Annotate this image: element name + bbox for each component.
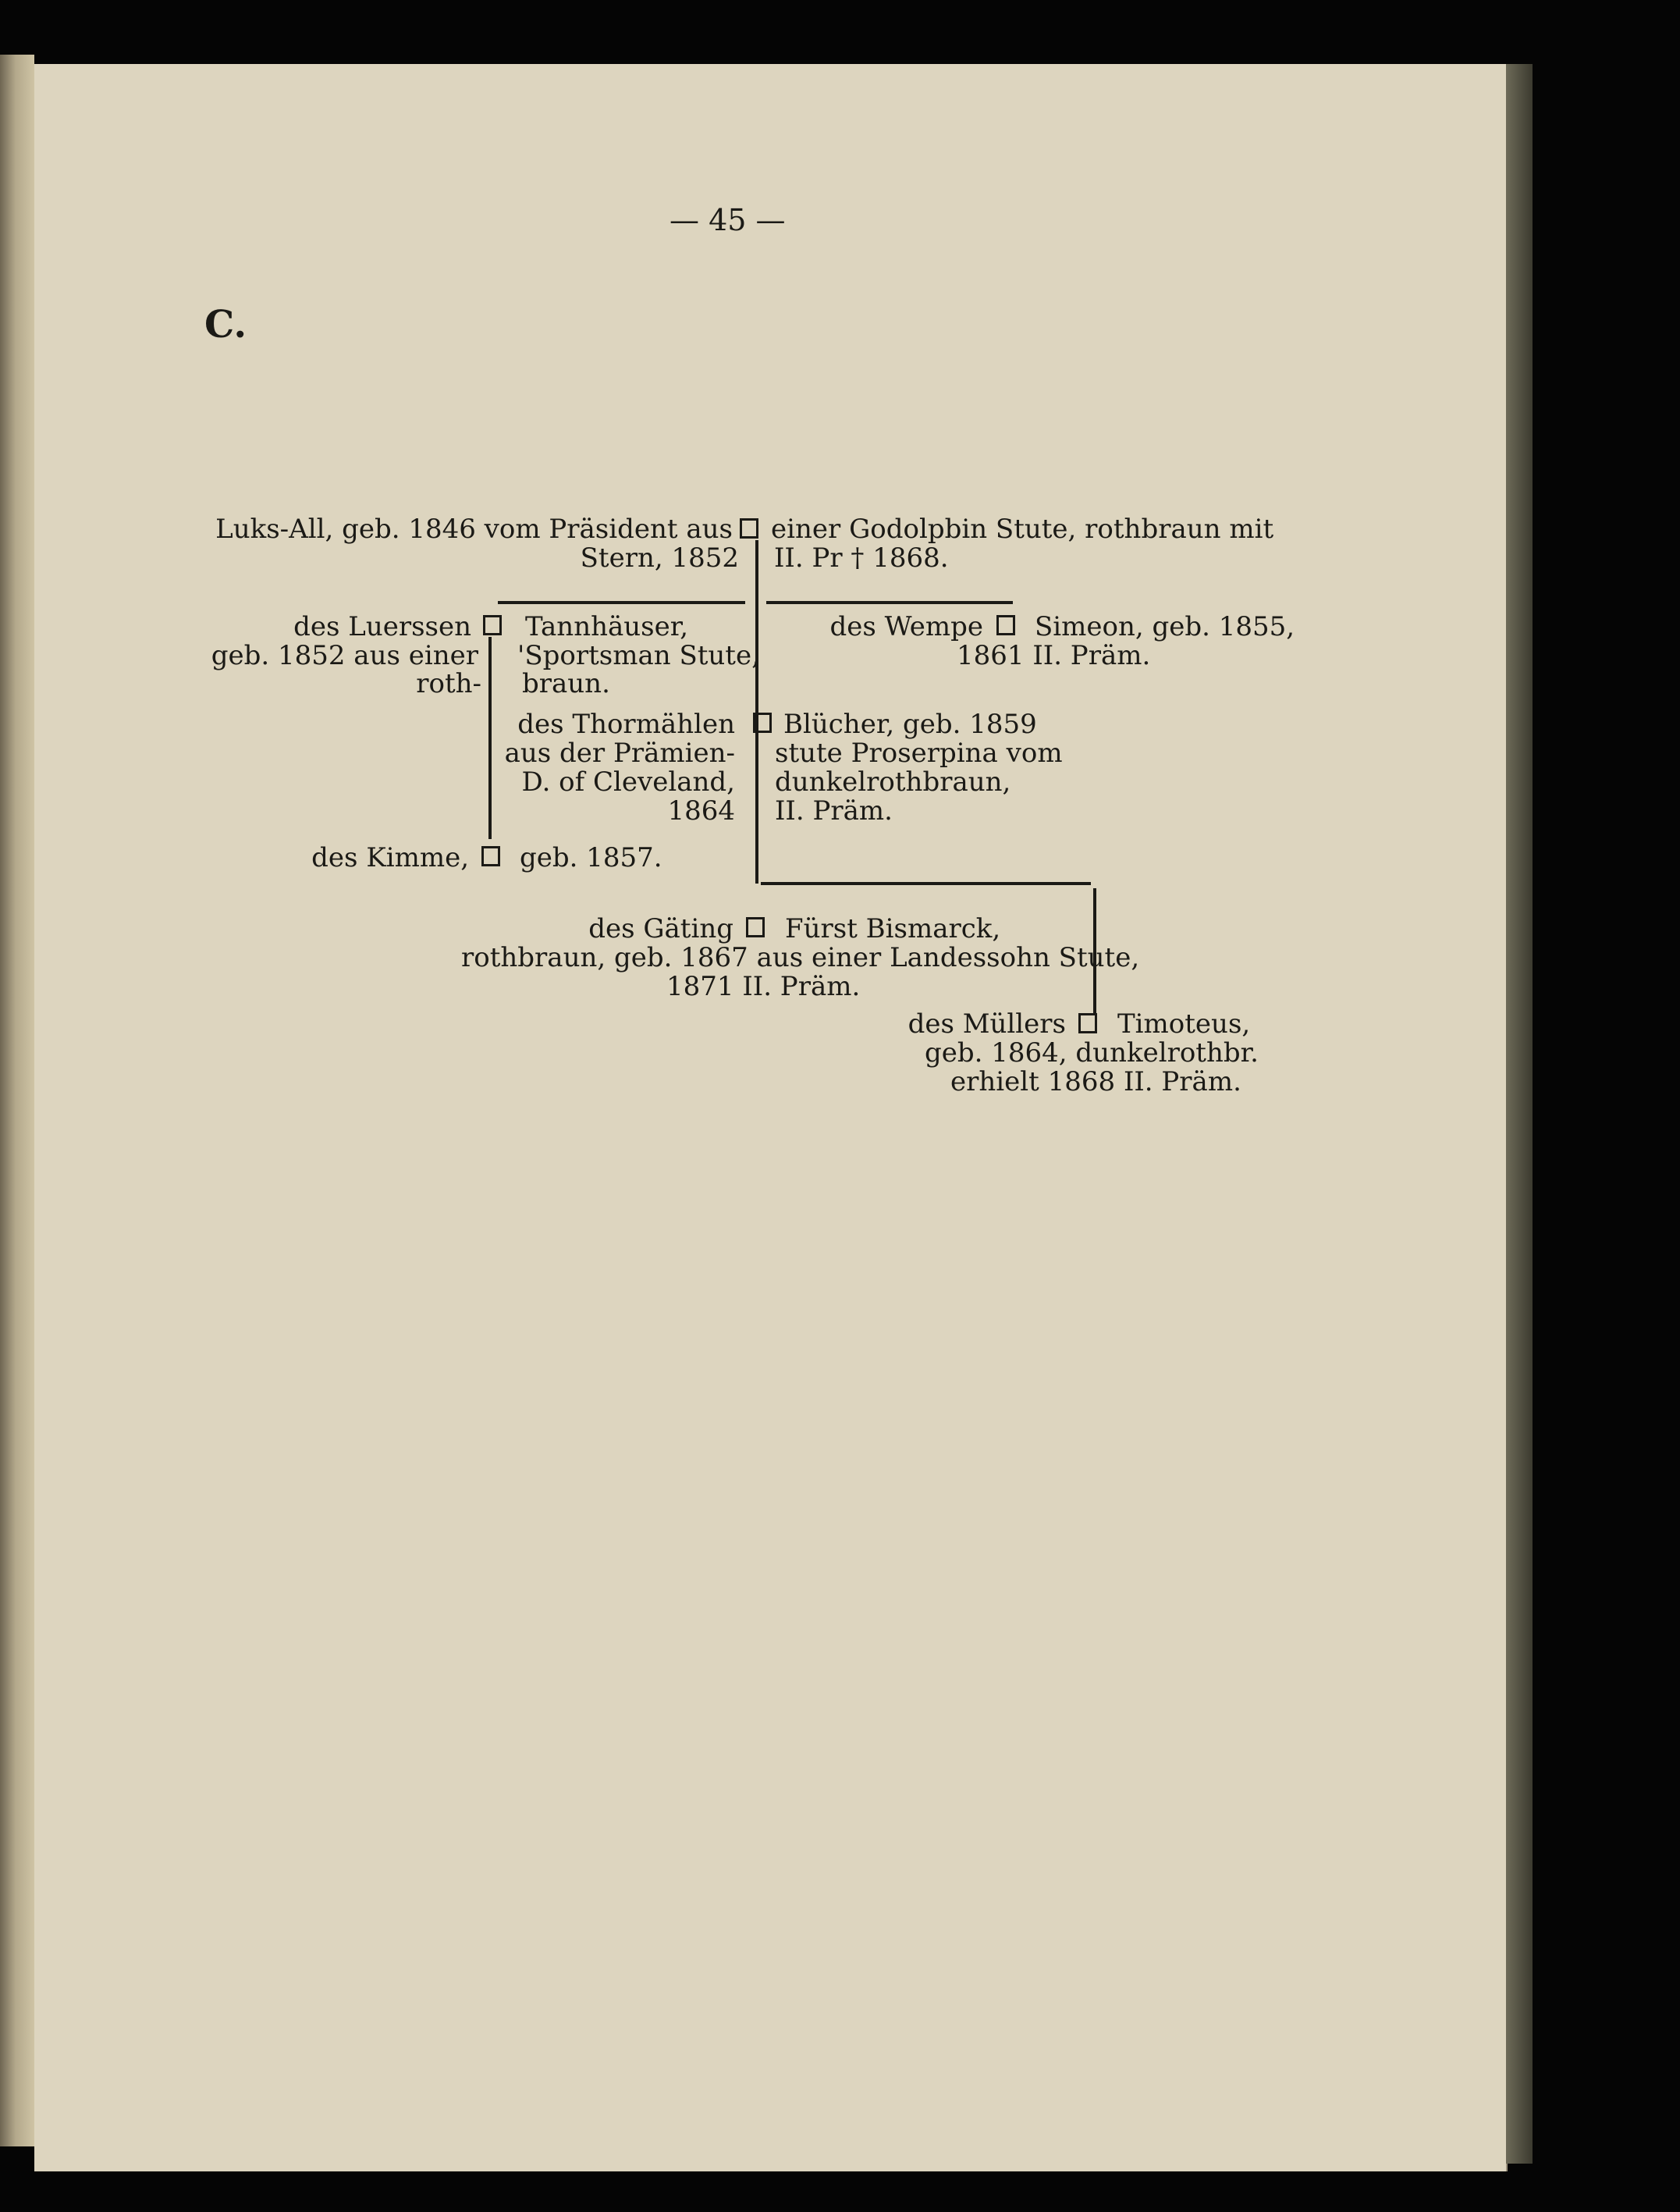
tannhaeuser-line-2: 'Sportsman Stute, [517,640,760,671]
simeon-line-2: 1861 II. Präm. [957,640,1151,671]
kimme-marker [481,846,500,866]
thormaehlen-line-1: des Thormählen [517,709,735,740]
thormaehlen-line-4: 1864 [667,795,735,827]
kimme-label: des Kimme, [311,842,469,873]
mueller-line-4: erhielt 1868 II. Präm. [950,1066,1241,1097]
wempe-label: des Wempe [829,611,983,642]
tannhaeuser-line-1: Tannhäuser, [525,611,689,642]
bluecher-line-3: dunkelrothbraun, [775,766,1011,798]
bluecher-line-2: stute Proserpina vom [775,738,1063,769]
page-number: — 45 — [670,203,786,237]
gaeting-line-4: 1871 II. Präm. [666,971,861,1002]
thormaehlen-marker [753,713,772,733]
wempe-marker [996,615,1015,635]
section-letter: C. [204,303,247,347]
mueller-line-1: des Müllers [907,1008,1066,1040]
thormaehlen-line-3: D. of Cleveland, [521,766,735,798]
simeon-line-1: Simeon, geb. 1855, [1035,611,1295,642]
bluecher-line-1: Blücher, geb. 1859 [783,709,1037,740]
luks-all-line-2: Stern, 1852 [580,542,739,574]
godolphin-line-2: II. Pr † 1868. [774,542,949,574]
godolphin-line-1: einer Godolpbin Stute, rothbraun mit [771,514,1274,545]
thormaehlen-line-2: aus der Prämien- [504,738,735,769]
gaeting-line-1: des Gäting [588,913,733,944]
luks-all-marker [740,518,758,539]
bluecher-line-4: II. Präm. [775,795,893,827]
gaeting-marker [746,917,765,937]
tannhaeuser-line-3: braun. [522,668,610,699]
gaeting-line-3: rothbraun, geb. 1867 aus einer Landessohn Stute, [461,942,1140,973]
luerssen-marker [483,615,502,635]
luks-all-line-1: Luks-All, geb. 1846 vom Präsident aus [215,514,733,545]
kimme-birth: geb. 1857. [520,842,662,873]
gaeting-line-2: Fürst Bismarck, [785,913,1001,944]
mueller-line-2: Timoteus, [1117,1008,1251,1040]
luerssen-line-1: des Luerssen [293,611,471,642]
mueller-line-3: geb. 1864, dunkelrothbr. [925,1037,1259,1069]
mueller-marker [1078,1013,1097,1033]
luerssen-line-3: roth- [416,668,481,699]
luerssen-line-2: geb. 1852 aus einer [211,640,478,671]
